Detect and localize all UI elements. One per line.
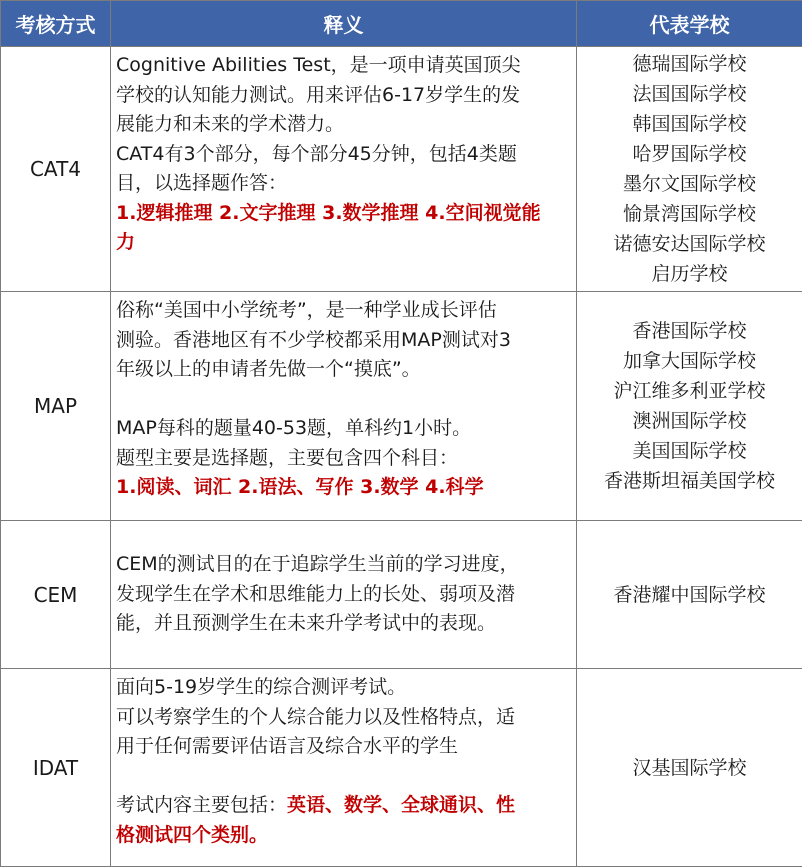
description-cell <box>111 669 577 867</box>
table-row <box>1 669 802 867</box>
blank-line <box>116 385 568 415</box>
description-line: 发现学生在学术和思维能力上的长处、弱项及潜 <box>116 580 568 610</box>
highlight-line: 1.逻辑推理 2.文字推理 3.数学推理 4.空间视觉能 <box>116 199 568 229</box>
method-cell: CAT4 <box>1 47 111 292</box>
header-method: 考核方式 <box>1 1 111 47</box>
table-row <box>1 47 802 292</box>
description-line: 展能力和未来的学术潜力。 <box>116 110 568 140</box>
header-description: 释义 <box>111 1 577 47</box>
schools-cell <box>577 47 802 292</box>
school-item: 墨尔文国际学校 <box>577 169 802 199</box>
description-line: 用于任何需要评估语言及综合水平的学生 <box>116 732 568 762</box>
school-item: 韩国国际学校 <box>577 109 802 139</box>
description-line: 题型主要是选择题，主要包含四个科目： <box>116 444 568 474</box>
highlight-line: 格测试四个类别。 <box>116 821 568 851</box>
description-line: 目，以选择题作答： <box>116 169 568 199</box>
school-item: 加拿大国际学校 <box>577 346 802 376</box>
description-line: 学校的认知能力测试。用来评估6-17岁学生的发 <box>116 81 568 111</box>
header-row <box>1 1 802 47</box>
method-cell: CEM <box>1 521 111 669</box>
school-item: 澳洲国际学校 <box>577 406 802 436</box>
school-item: 诺德安达国际学校 <box>577 229 802 259</box>
method-cell: IDAT <box>1 669 111 867</box>
school-item: 启历学校 <box>577 259 802 289</box>
description-line: MAP每科的题量40-53题，单科约1小时。 <box>116 414 568 444</box>
table-row <box>1 521 802 669</box>
schools-cell <box>577 669 802 867</box>
schools-cell <box>577 521 802 669</box>
content-prefix: 考试内容主要包括： <box>116 794 287 816</box>
school-item: 美国国际学校 <box>577 436 802 466</box>
description-line: CEM的测试目的在于追踪学生当前的学习进度， <box>116 550 568 580</box>
school-item: 汉基国际学校 <box>577 753 802 783</box>
description-line: 可以考察学生的个人综合能力以及性格特点，适 <box>116 703 568 733</box>
school-item: 哈罗国际学校 <box>577 139 802 169</box>
school-item: 香港耀中国际学校 <box>577 580 802 610</box>
highlight-line: 1.阅读、词汇 2.语法、写作 3.数学 4.科学 <box>116 473 568 503</box>
description-cell <box>111 521 577 669</box>
blank-line <box>116 762 568 792</box>
highlight-line: 力 <box>116 228 568 258</box>
description-cell <box>111 292 577 521</box>
description-line: 面向5-19岁学生的综合测评考试。 <box>116 673 568 703</box>
school-item: 法国国际学校 <box>577 79 802 109</box>
description-line: 测验。香港地区有不少学校都采用MAP测试对3 <box>116 326 568 356</box>
description-cell <box>111 47 577 292</box>
school-item: 香港国际学校 <box>577 316 802 346</box>
school-item: 愉景湾国际学校 <box>577 199 802 229</box>
school-item: 沪江维多利亚学校 <box>577 376 802 406</box>
header-schools: 代表学校 <box>577 1 802 47</box>
description-line: 俗称“美国中小学统考”，是一种学业成长评估 <box>116 296 568 326</box>
mixed-line <box>116 791 568 821</box>
schools-cell <box>577 292 802 521</box>
school-item: 德瑞国际学校 <box>577 49 802 79</box>
table-row <box>1 292 802 521</box>
description-line: Cognitive Abilities Test，是一项申请英国顶尖 <box>116 51 568 81</box>
description-line: 年级以上的申请者先做一个“摸底”。 <box>116 355 568 385</box>
school-item: 香港斯坦福美国学校 <box>577 466 802 496</box>
content-highlight: 英语、数学、全球通识、性 <box>287 794 515 816</box>
description-line: 能，并且预测学生在未来升学考试中的表现。 <box>116 609 568 639</box>
method-cell: MAP <box>1 292 111 521</box>
description-line: CAT4有3个部分，每个部分45分钟，包括4类题 <box>116 140 568 170</box>
